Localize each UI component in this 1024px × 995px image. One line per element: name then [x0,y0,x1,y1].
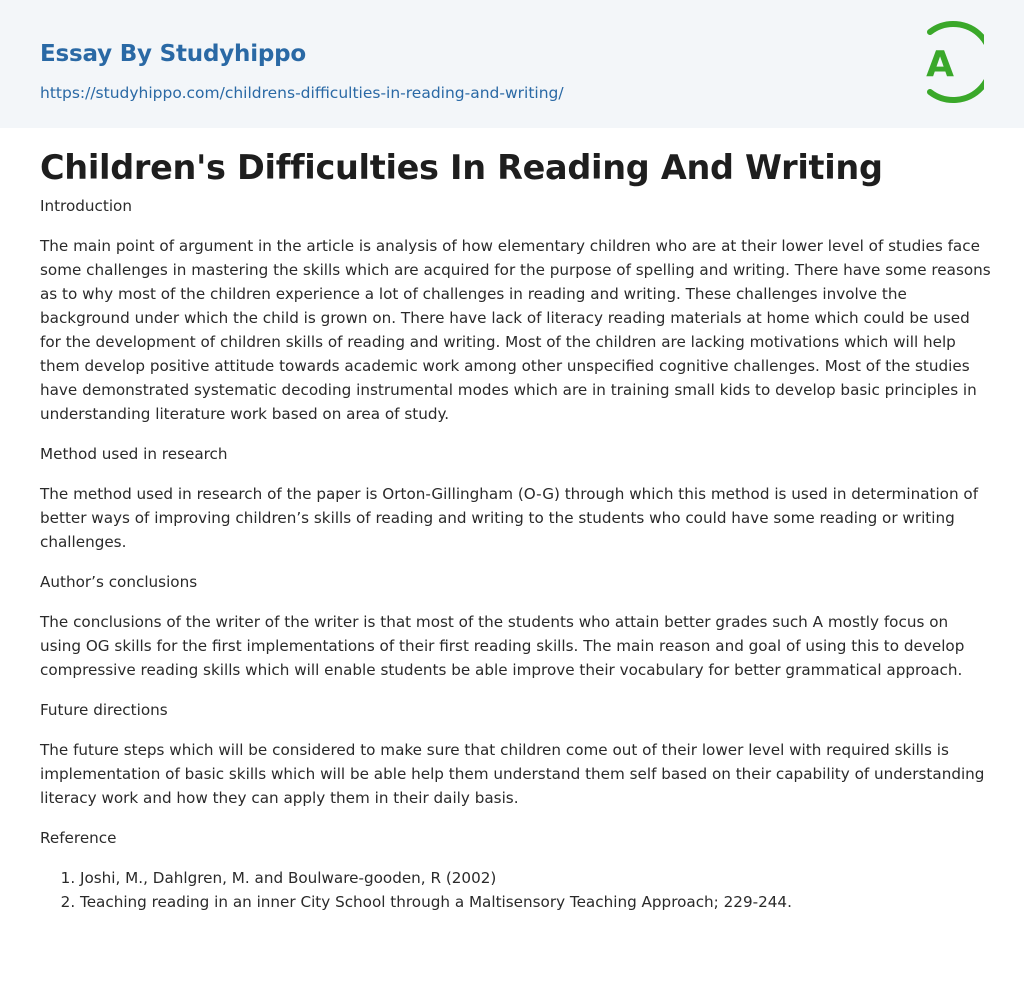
reference-item: 2. Teaching reading in an inner City School through a Maltisensory Teaching Approach; 229-244. [80,890,992,914]
reference-heading: Reference [40,829,117,847]
page-title: Children's Difficulties In Reading And Writing [40,148,883,187]
section-text-future: The future steps which will be considered to make sure that children come out of their lower level with required skills is implementation of basic skills which will be able help them understand them self based on their capability of understanding literacy work and how they can apply them in their daily basis. [40,741,985,807]
section-heading-introduction: Introduction [40,197,132,215]
studyhippo-logo-icon[interactable] [914,20,984,104]
section-text-conclusions: The conclusions of the writer of the writer is that most of the students who attain better grades such A mostly focus on using OG skills for the first implementations of their first reading skills. The main reason and goal of using this to develop compressive reading skills which will enable students be able improve their vocabulary for better grammatical approach. [40,613,965,679]
section-heading-method: Method used in research [40,445,228,463]
article-url-link[interactable]: https://studyhippo.com/childrens-difficulties-in-reading-and-writing/ [40,84,564,102]
section-heading-conclusions: Author’s conclusions [40,573,198,591]
reference-list [40,866,992,914]
article-body [40,194,992,914]
logo-letter: A [926,44,954,85]
section-heading-future: Future directions [40,701,168,719]
section-text-method: The method used in research of the paper is Orton-Gillingham (O-G) through which this method is used in determination of better ways of improving children’s skills of reading and writing to the students who could have some reading or writing challenges. [40,485,979,551]
section-text-introduction: The main point of argument in the article is analysis of how elementary children who are at their lower level of studies face some challenges in mastering the skills which are acquired for the purpose of spelling and writing. There have some reasons as to why most of the children experience a lot of challenges in reading and writing. These challenges involve the background under which the child is grown on. There have lack of literacy reading materials at home which could be used for the development of children skills of reading and writing. Most of the children are lacking motivations which will help them develop positive attitude towards academic work among other unspecified cognitive challenges. Most of the studies have demonstrated systematic decoding instrumental modes which are in training small kids to develop basic principles in understanding literature work based on area of study. [40,237,991,423]
brand-name[interactable]: Essay By Studyhippo [40,41,307,67]
reference-item: 1. Joshi, M., Dahlgren, M. and Boulware-gooden, R (2002) [80,866,992,890]
